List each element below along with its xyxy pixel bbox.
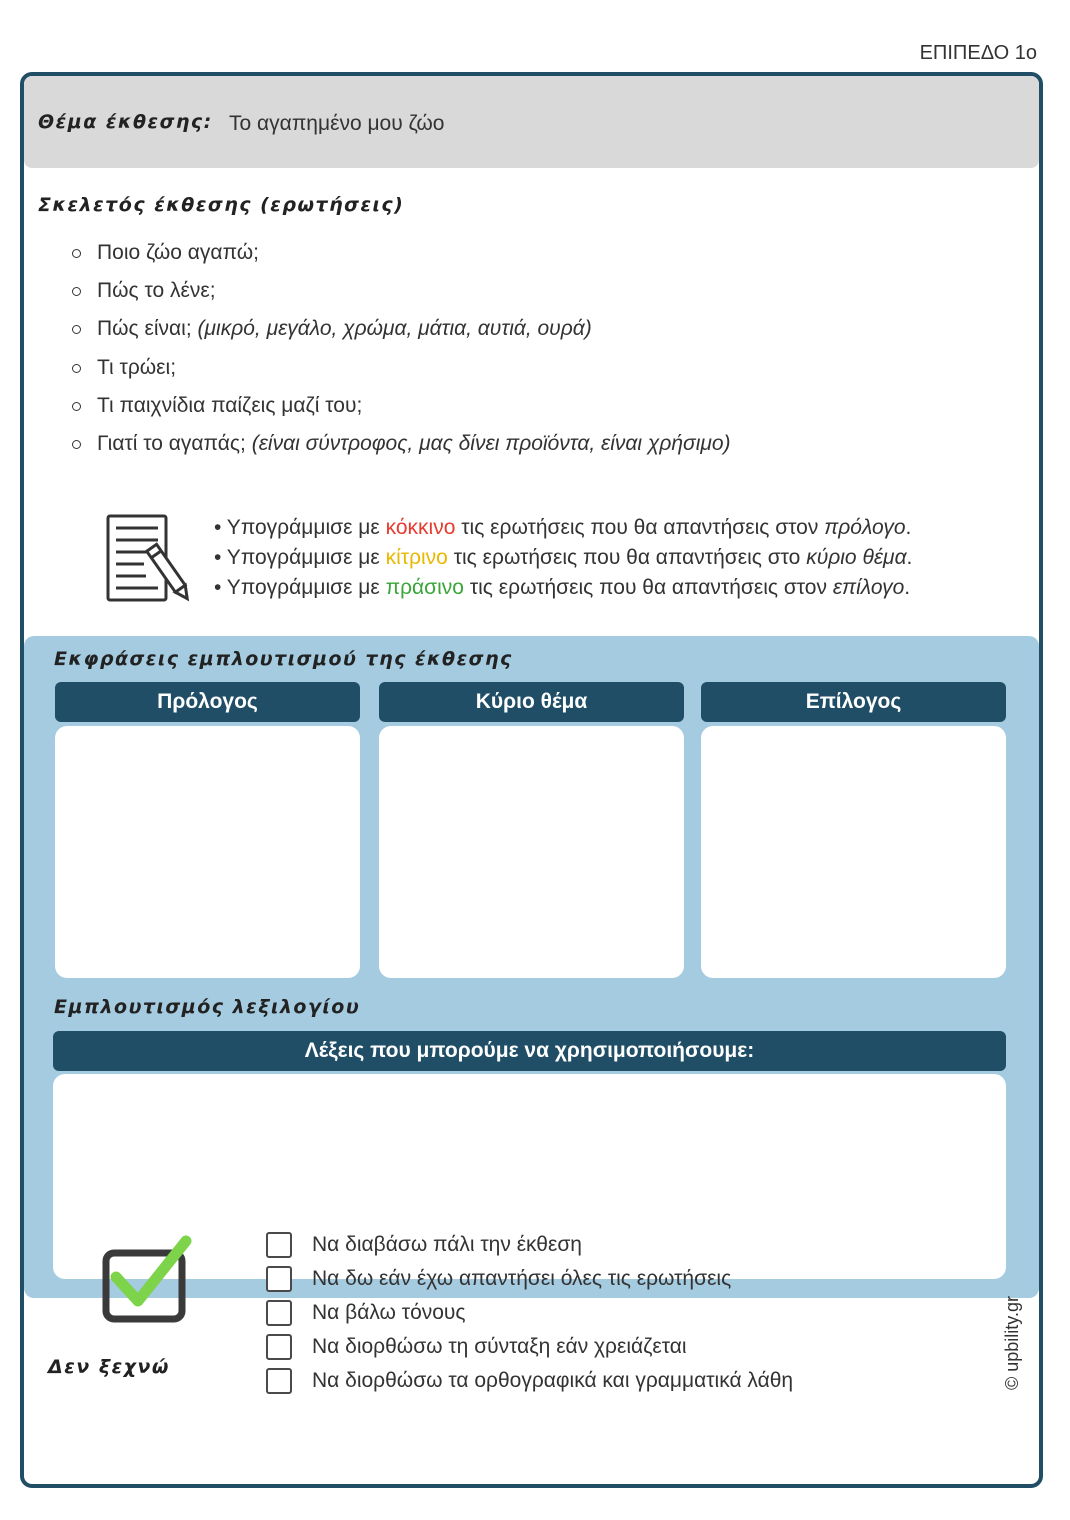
checkbox[interactable] [266,1266,292,1292]
list-item [72,387,731,425]
enrichment-panel [24,636,1039,1298]
topic-label: Θέμα έκθεσης: [38,111,213,133]
question-text: Πώς είναι; [97,317,192,341]
column-header-prologue: Πρόλογος [55,682,360,722]
instruction-mid: τις ερωτήσεις που θα απαντήσεις στο [453,546,801,569]
instruction-target: κύριο θέμα [806,546,907,569]
checklist-label: Να δω εάν έχω απαντήσει όλες τις ερωτήσεις [312,1267,732,1290]
color-word-yellow: κίτρινο [385,546,448,569]
question-text: Γιατί το αγαπάς; [97,431,246,455]
main-writing-area[interactable] [379,726,684,978]
list-item [72,349,731,387]
checkbox[interactable] [266,1334,292,1360]
checklist-item [266,1364,793,1398]
instruction-target: πρόλογο [824,516,906,539]
list-item [72,425,731,463]
checklist-label: Να διαβάσω πάλι την έκθεση [312,1233,582,1256]
question-text: Τι παιχνίδια παίζεις μαζί του; [97,393,363,417]
instruction-pre: • Υπογράμμισε με [214,576,380,599]
color-word-red: κόκκινο [385,516,456,539]
checkbox[interactable] [266,1232,292,1258]
level-label: ΕΠΙΠΕΔΟ 1ο [919,42,1037,64]
vocabulary-title: Εμπλουτισμός λεξιλογίου [54,996,361,1018]
instruction-end: . [906,546,913,569]
question-list [72,234,731,463]
list-item [72,272,731,310]
checklist-item [266,1330,793,1364]
question-hint: (είναι σύντροφος, μας δίνει προϊόντα, είναι χρήσιμο) [251,431,731,455]
checklist-title: Δεν ξεχνώ [48,1356,170,1378]
epilogue-writing-area[interactable] [701,726,1006,978]
instruction-pre: • Υπογράμμισε με [214,546,380,569]
instructions [214,513,912,603]
list-item [72,234,731,272]
instruction-line [214,573,912,603]
expressions-title: Εκφράσεις εμπλουτισμού της έκθεσης [54,648,513,670]
list-item [72,310,731,348]
question-text: Πώς το λένε; [97,279,216,303]
checklist [266,1228,793,1398]
column-header-main: Κύριο θέμα [379,682,684,722]
topic-value: Το αγαπημένο μου ζώο [229,112,445,135]
instruction-pre: • Υπογράμμισε με [214,516,380,539]
checklist-label: Να βάλω τόνους [312,1301,466,1324]
instruction-mid: τις ερωτήσεις που θα απαντήσεις στον [469,576,827,599]
instruction-mid: τις ερωτήσεις που θα απαντήσεις στον [461,516,819,539]
instruction-line [214,543,912,573]
checklist-label: Να διορθώσω τη σύνταξη εάν χρειάζεται [312,1335,687,1358]
checklist-label: Να διορθώσω τα ορθογραφικά και γραμματικά λάθη [312,1369,794,1392]
checkbox-check-icon [78,1235,198,1325]
color-word-green: πράσινο [385,576,464,599]
question-text: Τι τρώει; [97,355,177,379]
question-text: Ποιο ζώο αγαπώ; [97,241,259,264]
checklist-item [266,1262,793,1296]
vocabulary-header: Λέξεις που μπορούμε να χρησιμοποιήσουμε: [53,1031,1006,1071]
document-pencil-icon [104,512,196,608]
instruction-end: . [904,576,911,599]
checkbox[interactable] [266,1368,292,1394]
topic-bar [24,76,1039,168]
checkbox[interactable] [266,1300,292,1326]
instruction-line [214,513,912,543]
skeleton-title: Σκελετός έκθεσης (ερωτήσεις) [38,194,405,216]
checklist-item [266,1228,793,1262]
checklist-item [266,1296,793,1330]
instruction-target: επίλογο [832,576,905,599]
credit-text: © upbility.gr [1002,1296,1022,1390]
column-header-epilogue: Επίλογος [701,682,1006,722]
instruction-end: . [905,516,912,539]
prologue-writing-area[interactable] [55,726,360,978]
question-hint: (μικρό, μεγάλο, χρώμα, μάτια, αυτιά, ουρά) [197,317,592,341]
